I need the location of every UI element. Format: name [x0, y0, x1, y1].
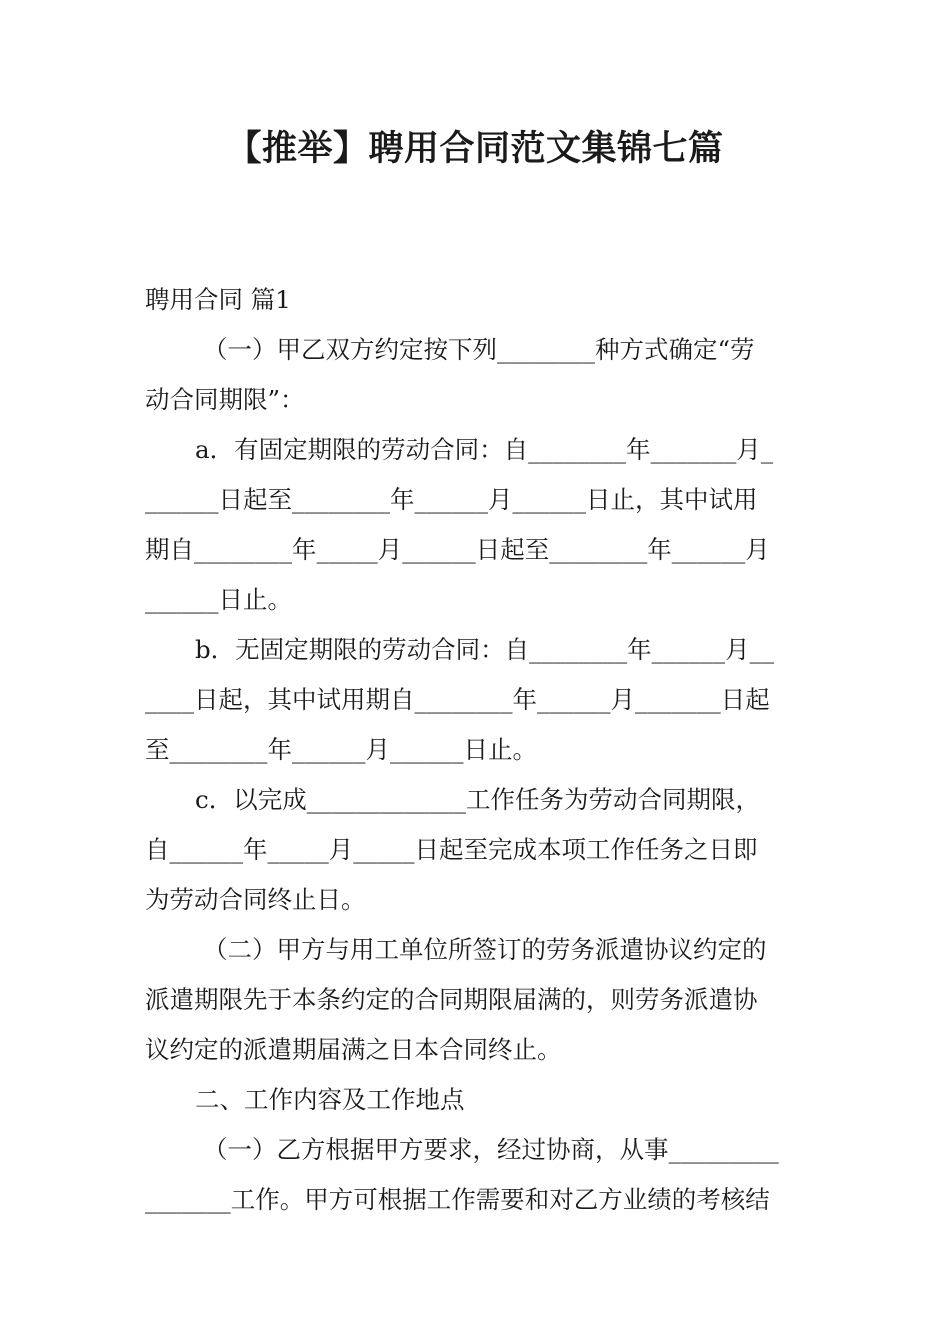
paragraph-line: 动合同期限”： [145, 385, 305, 414]
paragraph-line: （一）乙方根据甲方要求，经过协商，从事_________ [203, 1135, 779, 1164]
paragraph-line: ____日起，其中试用期自________年______月_______日起 [145, 685, 770, 714]
paragraph-line: （二）甲方与用工单位所签订的劳务派遣协议约定的 [203, 935, 767, 964]
paragraph-line: （一）甲乙双方约定按下列________种方式确定“劳 [203, 335, 755, 364]
paragraph-line: _______工作。甲方可根据工作需要和对乙方业绩的考核结 [145, 1185, 770, 1214]
paragraph-line: ______日止。 [145, 585, 292, 614]
subsection-heading: 二、工作内容及工作地点 [195, 1085, 465, 1114]
paragraph-line: b．无固定期限的劳动合同：自________年______月__ [195, 635, 775, 664]
paragraph-line: 派遣期限先于本条约定的合同期限届满的，则劳务派遣协 [145, 985, 758, 1014]
section-heading: 聘用合同 篇1 [145, 285, 291, 314]
paragraph-line: 自______年_____月_____日起至完成本项工作任务之日即 [145, 835, 758, 864]
paragraph-line: 为劳动合同终止日。 [145, 885, 366, 914]
document-body [145, 275, 810, 1225]
paragraph-line: 议约定的派遣期届满之日本合同终止。 [145, 1035, 562, 1064]
paragraph-line: a．有固定期限的劳动合同：自________年_______月_ [195, 435, 774, 464]
paragraph-line: 期自________年_____月______日起至________年______月 [145, 535, 770, 564]
paragraph-line: ______日起至________年______月______日止，其中试用 [145, 485, 758, 514]
paragraph-line: c．以完成_____________工作任务为劳动合同期限， [195, 785, 760, 814]
document-title: 【推举】聘用合同范文集锦七篇 [226, 129, 724, 169]
paragraph-line: 至________年______月______日止。 [145, 735, 537, 764]
